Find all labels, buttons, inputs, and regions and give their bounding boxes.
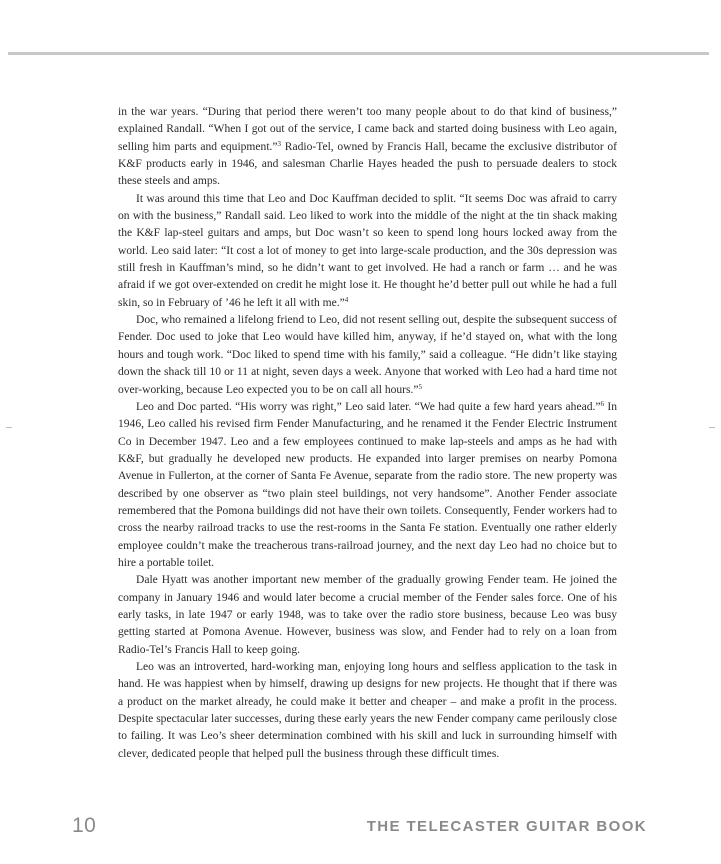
paragraph: [118, 659, 617, 763]
paragraph-text: Doc, who remained a lifelong friend to Leo, did not resent selling out, despite the subsequent success of Fender. Doc used to joke that Leo would have killed him, anyway, if he’d stayed on, what with the long hours and tough work. “Doc liked to spend time with his family,” said a colleague. “He didn’t like staying down the shack till 10 or 11 at night, seven days a week. Anyone that worked with Leo had a hard time not over-working, because Leo expected you to be on call all hours.”: [118, 314, 617, 396]
paragraph-text: Radio-Tel, owned by Francis Hall, became the exclusive distributor of K&F products early in 1946, and salesman Charlie Hayes headed the push to persuade dealers to stock these steels and amps.: [118, 140, 618, 188]
crop-mark-left: [6, 427, 12, 428]
footnote-ref: 3: [277, 139, 282, 148]
running-title: THE TELECASTER GUITAR BOOK: [366, 818, 647, 835]
page-number: 10: [72, 814, 97, 837]
paragraph-text: It was around this time that Leo and Doc Kauffman decided to split. “It seems Doc was afraid to carry on with the business,” Randall said. Leo liked to work into the middle of the night at the tin shack making the K&F lap-steel guitars and amps, but Doc wasn’t so keen to spend long hours locked away from the world. Leo said later: “It cost a lot of money to get into large-scale production, and the 30s depression was still fresh in Kauffman’s mind, so he didn’t want to get involved. He had a ranch or farm … and he was afraid if we got over-extended on credit he might lose it. He thought he’d better pull out while he had a full skin, so in February of ’46 he left it all with me.”: [118, 192, 617, 309]
paragraph-text: in the war years. “During that period there weren’t too many people about to do that kind of business,” explained Randall. “When I got out of the service, I came back and started doing business with Leo again, selling him parts and equipment.”: [118, 106, 617, 153]
paragraph-text: Leo was an introverted, hard-working man, enjoying long hours and selfless application to the task in hand. He was happiest when by himself, drawing up designs for new projects. He thought that if there was a product on the market already, he could make it better and cheaper – and make a profit in the process. Despite spectacular later successes, during these early years the new Fender company came perilously close to failing. It was Leo’s sheer determination combined with his skill and luck in surrounding himself with clever, dedicated people that helped pull the business through these difficult times.: [118, 661, 617, 760]
paragraph: [118, 572, 617, 659]
paragraph: [118, 399, 617, 572]
paragraph: [118, 312, 617, 399]
paragraph-text: Dale Hyatt was another important new member of the gradually growing Fender team. He joined the company in January 1946 and would later become a crucial member of the Fender sales force. One of his early tasks, in late 1947 or early 1948, was to take over the radio store business, because Leo was busy getting started at Pomona Avenue. However, business was slow, and Fender had to rely on a loan from Radio-Tel’s Francis Hall to keep going.: [118, 574, 617, 656]
footnote-ref: 4: [344, 295, 349, 304]
footnote-ref: 6: [600, 399, 604, 408]
paragraph-text: In 1946, Leo called his revised firm Fender Manufacturing, and he renamed it the Fender Electric Instrument Co in December 1947. Leo and a few employees continued to make lap-steels and amps as he had with K&F, but gradually he developed new products. He expanded into larger premises on nearby Pomona Avenue in Fullerton, at the corner of Santa Fe Avenue, separate from the radio store. The new property was described by one observer as “two plain steel buildings, not very handsome”. Another Fender associate remembered that the Pomona buildings did not have their own toilets. Consequently, Fender workers had to cross the nearby railroad tracks to use the rest-rooms in the Santa Fe station. Eventually one rather elderly employee couldn’t make the treacherous trans-railroad journey, and the next day Leo had no choice but to hire a portable toilet.: [118, 400, 617, 569]
crop-mark-right: [709, 427, 715, 428]
header-rule: [8, 52, 709, 55]
paragraph-text: Leo and Doc parted. “His worry was right,” Leo said later. “We had quite a few hard years ahead.”: [136, 400, 601, 413]
paragraph: [118, 191, 617, 312]
paragraph: [118, 104, 617, 191]
footnote-ref: 5: [418, 382, 423, 391]
body-text: [118, 104, 617, 763]
